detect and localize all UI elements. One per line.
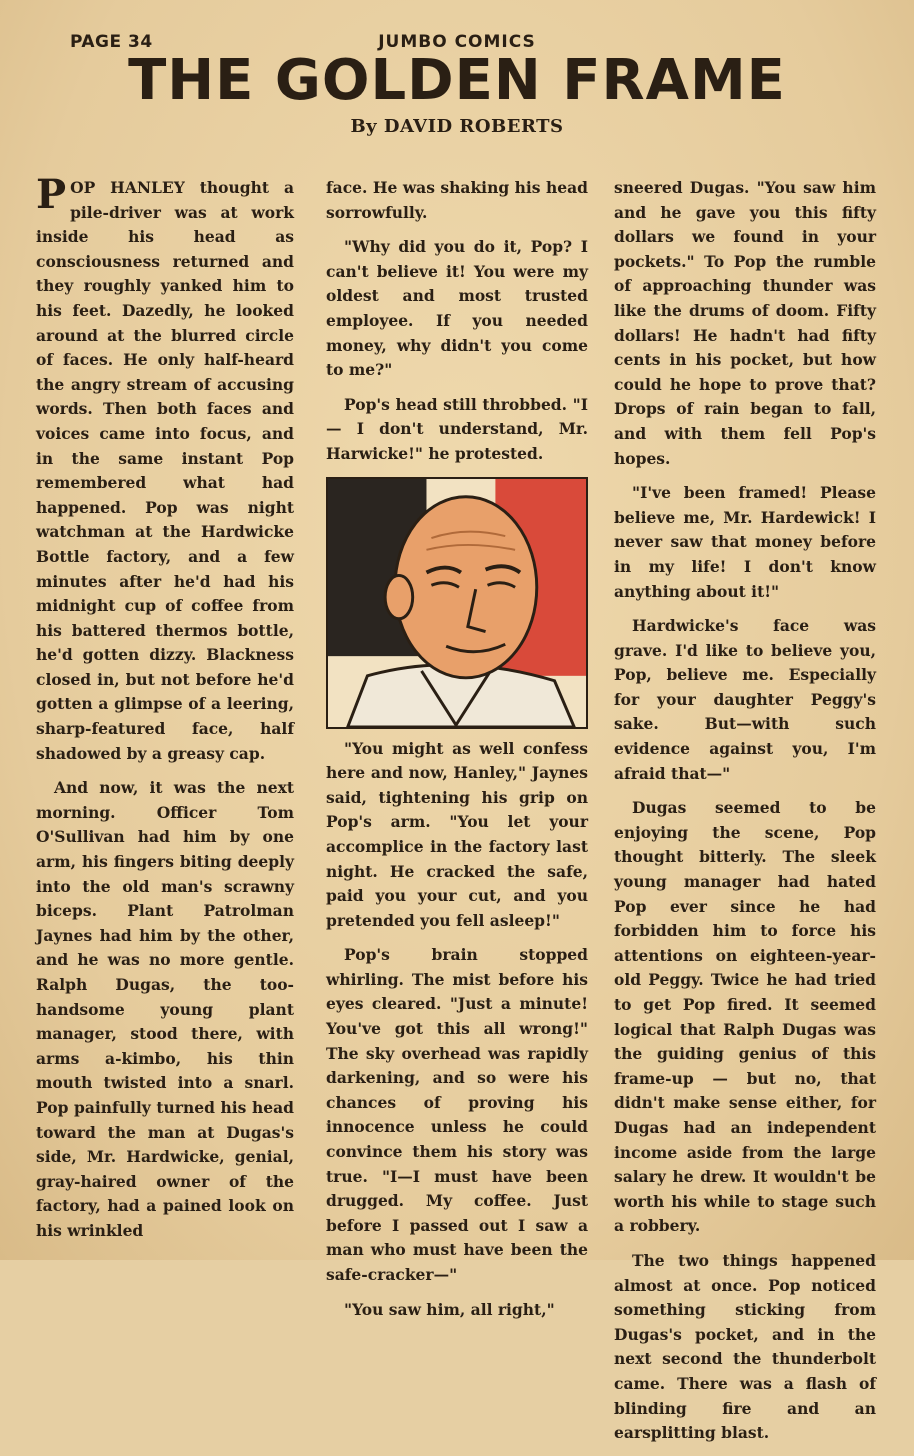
story-title: THE GOLDEN FRAME xyxy=(128,48,786,113)
text-column-3 xyxy=(614,176,876,1456)
paragraph: "I've been framed! Please believe me, Mr. Hardewick! I never saw that money before in my life! I don't know anything about it!" xyxy=(614,483,876,601)
paragraph: Hardwicke's face was grave. I'd like to believe you, Pop, believe me. Especially for your daughter Peggy's sake. But—with such evidence against you, I'm afraid that—" xyxy=(614,616,876,783)
paragraph: sneered Dugas. "You saw him and he gave you this fifty dollars we found in your pockets." To Pop the rumble of approaching thunder was like the drums of doom. Fifty dollars! He hadn't had fifty cents in his pocket, but how could he hope to prove that? Drops of rain began to fall, and with them fell Pop's hopes. xyxy=(614,178,876,468)
text-column-2 xyxy=(326,176,588,1332)
byline: By DAVID ROBERTS xyxy=(350,116,564,137)
paragraph: And now, it was the next morning. Officer Tom O'Sullivan had him by one arm, his fingers biting deeply into the old man's scrawny biceps. Plant Patrolman Jaynes had him by the other, and he was no more gentle. Ralph Dugas, the too-handsome young plant manager, stood there, with arms a-kimbo, his thin mouth twisted into a snarl. Pop painfully turned his head toward the man at Dugas's side, Mr. Hardwicke, genial, gray-haired owner of the factory, had a pained look on his wrinkled xyxy=(36,778,294,1240)
paragraph: "You saw him, all right," xyxy=(344,1299,555,1319)
paragraph: POP HANLEY thought a pile-driver was at work inside his head as consciousness returned and they roughly yanked him to his feet. Dazedly, he looked around at the blurred circle of faces. He only half-heard the angry stream of accusing words. Then both faces and voices came into focus, and in the same instant Pop remembered what had happened. Pop was night watchman at the Hardwicke Bottle factory, and a few minutes after he'd had his midnight cup of coffee from his battered thermos bottle, he'd gotten dizzy. Blackness closed in, but not before he'd gotten a glimpse of a leering, sharp-featured face, half shadowed by a greasy cap. xyxy=(36,171,294,763)
paragraph: Pop's head still throbbed. "I — I don't understand, Mr. Harwicke!" he protested. xyxy=(326,394,588,463)
paragraph: Pop's brain stopped whirling. The mist before his eyes cleared. "Just a minute! You've got this all wrong!" The sky overhead was rapidly darkening, and so were his chances of proving his innocence unless he could convince them his story was true. "I—I must have been drugged. My coffee. Just before I passed out I saw a man who must have been the safe-cracker—" xyxy=(326,945,588,1284)
drop-cap: P xyxy=(36,171,67,218)
paragraph: "Why did you do it, Pop? I can't believe it! You were my oldest and most trusted employee. If you needed money, why didn't you come to me?" xyxy=(326,237,588,380)
paragraph: The two things happened almost at once. Pop noticed something sticking from Dugas's pocket, and in the next second the thunderbolt came. There was a flash of blinding fire and an earsplitting blast. xyxy=(614,1250,876,1443)
paragraph: Dugas seemed to be enjoying the scene, Pop thought bitterly. The sleek young manager had hated Pop ever since he had forbidden him to force his attentions on eighteen-year-old Peggy. Twice he had tried to get Pop fired. It seemed logical that Ralph Dugas was the guiding genius of this frame-up — but no, that didn't make sense either, for Dugas had an independent income aside from the large salary he drew. It wouldn't be worth his while to stage such a robbery. xyxy=(614,798,876,1236)
page-number: PAGE 34 xyxy=(70,32,153,52)
magazine-name: JUMBO COMICS xyxy=(378,32,536,52)
bald-old-man-portrait-icon xyxy=(326,477,588,729)
paragraph: face. He was shaking his head sorrowfully. xyxy=(326,178,588,222)
paragraph: "You might as well confess here and now, Hanley," Jaynes said, tightening his grip on Pop's arm. "You let your accomplice in the factory last night. He cracked the safe, paid you your cut, and you pretended you fell asleep!" xyxy=(326,738,588,930)
text-column-1 xyxy=(36,171,294,1254)
illustration-ear xyxy=(385,575,413,618)
